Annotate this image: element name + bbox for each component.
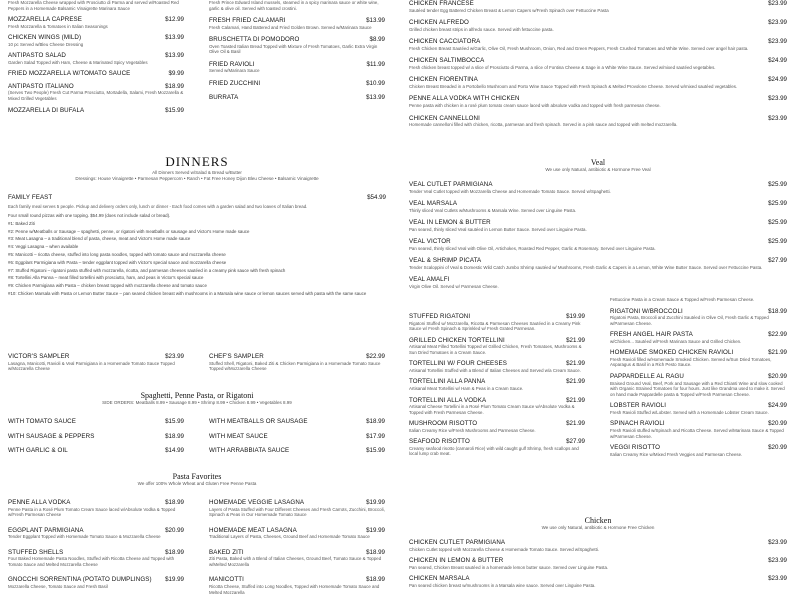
menu-item-name: MOZZARELLA DI BUFALA bbox=[8, 106, 85, 114]
menu-item-name: BURRATA bbox=[209, 93, 239, 101]
menu-item-desc: Mozzarella Cheese, Tomato Sauce and Fresh Basil bbox=[8, 583, 108, 589]
menu-item bbox=[209, 499, 385, 518]
pasta-favorites-right bbox=[209, 499, 385, 604]
menu-item-name: CHICKEN FRANCESE bbox=[409, 0, 474, 7]
menu-item-name: BAKED ZITI bbox=[209, 548, 244, 556]
menu-item-name: TORTELLINI W/ FOUR CHEESES bbox=[409, 360, 507, 368]
menu-item bbox=[8, 499, 184, 518]
menu-item bbox=[209, 36, 385, 55]
menu-item-desc: Pan seared, Chicken Breast sautéed in a homemade lemon butter sauce. Served over Linguine Pasta. bbox=[409, 564, 609, 570]
menu-item-price: $15.99 bbox=[366, 447, 385, 454]
menu-item-desc: Fresh Ravioli stuffed w/Spinach and Ricotta Cheese. Served w/Marinara Sauce & Topped w/Parmesan Cheese. bbox=[610, 427, 784, 439]
menu-item-desc: Stuffed Shell, Rigatoni, Baked Ziti & Chicken Parmigiana in a Homemade Tomato Sauce Topped w/Mozzarella Cheese bbox=[209, 360, 381, 372]
family-feast-desc: Each family meal serves 5 people. Pickup and delivery orders only, lunch or dinner - Each food comes with a garden salad and two loaves of Italian bread. bbox=[8, 203, 308, 209]
menu-item-desc: Layers of Pasta Stuffed with Four Different Cheeses and Fresh Carrots, Zucchini, Broccoli, Spinach & Peas in Our Homemade Tomato Sauce bbox=[209, 506, 385, 518]
menu-item-price: $9.99 bbox=[168, 70, 184, 78]
chicken-title: Chicken bbox=[584, 516, 612, 525]
menu-item-desc: Artisanal Meat Filled Tortellini Topped w/ Grilled Chicken, Fresh Tomatoes, Mushrooms & Sun Dried Tomatoes in a Cream Sauce. bbox=[409, 344, 582, 355]
menu-item-name: STUFFED RIGATONI bbox=[409, 313, 471, 320]
pasta-lower-left bbox=[409, 313, 585, 462]
family-feast-price: $54.99 bbox=[367, 194, 386, 201]
menu-item-price: $25.99 bbox=[768, 219, 787, 227]
menu-item-desc: Garden Salad Topped with Ham, Cheese & Marinated Spicy Vegetables bbox=[8, 59, 148, 65]
menu-item bbox=[8, 70, 184, 78]
menu-item bbox=[409, 378, 585, 391]
menu-item-name: WITH MEATBALLS OR SAUSAGE bbox=[209, 418, 308, 425]
veal-section bbox=[409, 158, 787, 296]
menu-item bbox=[8, 433, 184, 441]
menu-item-desc: Fresh Prince Edward Island mussels, steamed in a spicy marinara sauce or white wine, garlic & olive oil. Served with toasted crostini. bbox=[209, 0, 379, 11]
family-feast-option: #4: Veggi Lasagna – when available bbox=[8, 244, 79, 250]
menu-item-desc: Tender Veal Cutlet topped with Mozzarella Cheese and Homemade Tomato Sauce. Served w/Spaghetti. bbox=[409, 188, 611, 194]
menu-item bbox=[8, 353, 184, 372]
menu-item-price: $22.99 bbox=[366, 353, 385, 360]
pasta-lower-right bbox=[610, 297, 787, 462]
menu-item bbox=[8, 447, 184, 455]
menu-item bbox=[409, 181, 787, 194]
menu-item-price: $23.99 bbox=[768, 38, 787, 46]
chicken-section bbox=[409, 516, 787, 593]
menu-item-name: HOMEMADE SMOKED CHICKEN RAVIOLI bbox=[610, 349, 734, 357]
menu-item-desc: Lasagna, Manicotti, Ravioli & Veal Parmigiana in a Homemade Tomato Sauce Topped w/Mozzarella Cheese bbox=[8, 360, 175, 372]
menu-item bbox=[209, 576, 385, 595]
menu-item bbox=[409, 420, 585, 433]
menu-item-name: EGGPLANT PARMIGIANA bbox=[8, 526, 84, 534]
menu-item-desc: Ziti Pasta, Baked with a Blend of Italian Cheeses, Ground Beef, Tomato Sauce & Topped w/Melted Mozzarella bbox=[209, 556, 382, 567]
menu-item-name: LOBSTER RAVIOLI bbox=[610, 402, 667, 410]
menu-item-desc: Fresh Calamari, Hand Battered and Fried Golden Brown. Served w/Marinara Sauce bbox=[209, 24, 372, 30]
chicken-subtitle: We use only Natural, antibiotic & Hormone Free Chicken bbox=[541, 525, 655, 530]
menu-item-desc: Fresh Mozzarella Cheese wrapped with Prosciutto di Parma and served w/Roasted Red Peppers in a Homemade Balsamic Vinaigrette Marinara Sauce bbox=[8, 0, 179, 11]
menu-item-price: $21.99 bbox=[566, 336, 585, 344]
menu-item-name: FRIED ZUCCHINI bbox=[209, 80, 261, 88]
menu-item-desc: Served w/Marinara Sauce bbox=[209, 68, 260, 74]
menu-item-price: $23.99 bbox=[768, 557, 787, 565]
menu-item bbox=[209, 418, 385, 426]
menu-item-price: $19.99 bbox=[366, 526, 385, 534]
menu-item-name: CHICKEN WINGS (MILD) bbox=[8, 34, 82, 42]
family-feast-option: #3: Meat Lasagna – a traditional blend of pasta, cheese, meat and Victor's Home made sauce bbox=[8, 236, 191, 242]
menu-item-name: VEAL CUTLET PARMIGIANA bbox=[409, 181, 493, 188]
menu-item-price: $13.99 bbox=[366, 93, 385, 101]
menu-item-name: CHICKEN SALTIMBOCCA bbox=[409, 57, 485, 65]
menu-item-name: WITH ARRABBIATA SAUCE bbox=[209, 447, 290, 454]
menu-item bbox=[610, 349, 787, 368]
pasta-favorites-subtitle: We offer 100% Whole Wheat and Gluten Free Penne Pasta bbox=[137, 481, 257, 486]
menu-item bbox=[610, 373, 787, 397]
menu-item-price: $23.99 bbox=[768, 539, 787, 546]
menu-item bbox=[610, 297, 787, 303]
menu-item bbox=[409, 0, 787, 13]
menu-item bbox=[8, 576, 184, 589]
menu-item bbox=[610, 420, 787, 439]
menu-item-price: $18.99 bbox=[366, 418, 385, 425]
menu-item-price: $20.99 bbox=[165, 526, 184, 534]
menu-item bbox=[409, 438, 585, 457]
pasta-favorites-section bbox=[8, 472, 386, 487]
menu-item bbox=[8, 418, 184, 426]
menu-item bbox=[209, 0, 385, 11]
menu-item-name: WITH MEAT SAUCE bbox=[209, 432, 268, 440]
menu-item-price: $20.99 bbox=[768, 373, 787, 381]
menu-item bbox=[409, 575, 787, 588]
menu-item-desc: Fresh Mozzarella & Tomatoes in Italian Seasonings bbox=[8, 23, 108, 29]
dinners-section bbox=[8, 154, 386, 298]
menu-item bbox=[409, 57, 787, 70]
menu-item-name: PENNE ALLA VODKA WITH CHICKEN bbox=[409, 95, 520, 103]
menu-item-name: VEAL VICTOR bbox=[409, 238, 451, 246]
menu-item bbox=[409, 276, 787, 289]
menu-item-price: $10.99 bbox=[366, 80, 385, 88]
menu-item-name: CHICKEN ALFREDO bbox=[409, 19, 469, 27]
menu-item-name: MANICOTTI bbox=[209, 576, 244, 584]
menu-item-price: $25.99 bbox=[768, 200, 787, 208]
spaghetti-left bbox=[8, 418, 184, 462]
menu-item-name: FRESH ANGEL HAIR PASTA bbox=[610, 331, 693, 339]
menu-item-name: HOMEMADE MEAT LASAGNA bbox=[209, 526, 297, 534]
spaghetti-title: Spaghetti, Penne Pasta, or Rigatoni bbox=[140, 391, 254, 400]
menu-item-name: WITH TOMATO SAUCE bbox=[8, 418, 76, 425]
menu-item-desc: Fresh Ravioli filled w/Homemade Smoked Chicken. Served w/Sun Dried Tomatoes, Asparagus & Basil in a Rich Pesto Sauce. bbox=[610, 356, 772, 368]
family-feast bbox=[8, 194, 386, 209]
menu-item bbox=[409, 219, 787, 232]
menu-item-price: $19.99 bbox=[165, 576, 184, 584]
menu-item-desc: Chicken Cutlet topped with Mozzarella Cheese & Homemade Tomato Sauce. Served w/Spaghetti. bbox=[409, 546, 600, 552]
menu-item-price: $20.99 bbox=[768, 420, 787, 428]
menu-item bbox=[409, 257, 787, 270]
menu-item-desc: Braised Ground Veal, Beef, Pork and Sausage with a Red Chianti Wine and slow cooked with Organic Strained Tomatoes for four hours. Just like Grandma used to make it. Served on hand made Pappardelle pasta & Topped w/Fresh Parmesan Cheese. bbox=[610, 380, 785, 397]
menu-item-price: $20.99 bbox=[768, 444, 787, 452]
sampler-left bbox=[8, 353, 184, 372]
menu-item-price: $21.99 bbox=[566, 360, 585, 368]
menu-item-name: ANTIPASTO SALAD bbox=[8, 52, 67, 60]
family-feast-option: #7: Stuffed Rigatoni – rigatoni pasta stuffed with mozzarella, ricotta, and parmesan cheeses sautéed in a creamy pink sauce with fresh spinach bbox=[8, 267, 286, 273]
menu-item bbox=[610, 444, 787, 457]
menu-item-name: GRILLED CHICKEN TORTELLINI bbox=[409, 336, 505, 344]
menu-item-desc: Rigatoni Stuffed w/ Mozzarella, Ricotta & Parmesan Cheeses Sautéed in a Creamy Pink Sauce w/ Fresh Spinach & Sprinkled w/ Fresh Grated Parmesan. bbox=[409, 320, 581, 332]
menu-item-desc: Oven Toasted Italian Bread Topped with Mixture of Fresh Tomatoes, Garlic Extra Virgin Olive Oil & Basil bbox=[209, 43, 378, 55]
menu-item-desc: Traditional Layers of Pasta, Cheeses, Ground Beef and Homemade Tomato Sauce bbox=[209, 534, 370, 540]
menu-item-price: $24.99 bbox=[768, 402, 787, 410]
menu-item-desc: Fresh chicken breast topped w/ a slice of Prosciutto di Parma, a slice of Fontina Cheese & Sage in a White Wine Sauce. Served w/mixed sautéed vegetables. bbox=[409, 64, 716, 70]
menu-item bbox=[409, 313, 585, 332]
menu-item-name: TORTELLINI ALLA PANNA bbox=[409, 378, 486, 386]
menu-item-name: CHICKEN CACCIATORA bbox=[409, 38, 481, 46]
menu-item-price: $18.99 bbox=[366, 576, 385, 584]
menu-item-desc: Penne pasta with chicken in a rosé plum tomato cream sauce laced with absolute vodka and topped with fresh parmesan cheese. bbox=[409, 102, 661, 108]
menu-item-desc: Grilled chicken breast strips in alfredo sauce. Served with fettuccine pasta. bbox=[409, 26, 554, 32]
family-feast-option: #2: Penne w/Meatballs or Sausage – spaghetti, penne, or rigatoni with meatballs or sausage and Victor's Home made sauce bbox=[8, 228, 250, 234]
menu-item bbox=[8, 52, 184, 65]
menu-item bbox=[8, 527, 184, 540]
menu-item-price: $23.99 bbox=[165, 353, 184, 360]
menu-item-desc: Fettuccine Pasta in a Cream Sauce & Topped w/Fresh Parmesan Cheese. bbox=[610, 297, 755, 302]
menu-item bbox=[409, 38, 787, 51]
veal-subtitle: We use only Natural, antibiotic & Hormone Free Veal bbox=[545, 167, 651, 172]
menu-item-price: $14.99 bbox=[165, 447, 184, 454]
menu-item-price: $24.99 bbox=[768, 76, 787, 84]
menu-item bbox=[409, 557, 787, 570]
menu-item bbox=[8, 83, 184, 102]
menu-item-price: $13.99 bbox=[366, 17, 385, 25]
menu-item bbox=[8, 0, 184, 11]
menu-item bbox=[409, 115, 787, 128]
menu-item-desc: Tender Scaloppini of Veal & Domestic Wild Catch Jumbo Shrimp sautéed w/ Mushrooms, Fresh Garlic & Capers in a Lemon, White Wine Butter Sauce. Served over Fettuccine Pasta. bbox=[409, 264, 763, 270]
sampler-right bbox=[209, 353, 385, 372]
menu-item-name: CHEF'S SAMPLER bbox=[209, 353, 264, 360]
side-orders: SIDE ORDERS: Meatballs 8.99 • Sausage 8.99 • Shrimp 8.99 • Chicken 8.99 • Vegetables 8.99 bbox=[102, 400, 292, 405]
menu-item-price: $21.99 bbox=[566, 378, 585, 386]
family-feast-option: #1: Baked Ziti bbox=[8, 220, 35, 226]
menu-item-name: WITH GARLIC & OIL bbox=[8, 447, 68, 454]
menu-item-price: $18.99 bbox=[165, 432, 184, 440]
family-feast-option: #8: Tortellini Alla Panna – meat filled tortellini with prosciutto, ham, and peas in Victor's special sauce bbox=[8, 275, 204, 281]
menu-item-price: $21.99 bbox=[768, 349, 787, 357]
menu-item bbox=[409, 360, 585, 373]
menu-item-price: $18.99 bbox=[366, 548, 385, 556]
menu-item-desc: Artisanal Meat Tortellini w/ Ham & Peas in a Cream Sauce. bbox=[409, 385, 524, 391]
menu-item bbox=[409, 539, 787, 552]
menu-item-price: $22.99 bbox=[768, 331, 787, 339]
family-feast-list bbox=[8, 212, 386, 298]
menu-item-price: $21.99 bbox=[566, 396, 585, 404]
menu-item-name: HOMEMADE VEGGIE LASAGNA bbox=[209, 499, 305, 506]
menu-item-price: $8.99 bbox=[369, 36, 385, 44]
menu-item bbox=[209, 17, 385, 30]
menu-item-name: ANTIPASTO ITALIANO bbox=[8, 82, 74, 90]
menu-item bbox=[8, 34, 184, 47]
pasta-favorites-title: Pasta Favorites bbox=[172, 472, 222, 481]
menu-item-price: $21.99 bbox=[566, 420, 585, 428]
menu-item-name: PENNE ALLA VODKA bbox=[8, 499, 71, 506]
family-feast-option: #10: Chicken Marsala with Pasta or Lemon Butter Sauce – pan seared chicken breast with mushrooms in a Marsala wine sauce or lemon sauces served with pasta with the same sauce bbox=[8, 291, 367, 297]
menu-item-desc: Thinly sliced Veal Cutlets w/Mushrooms & Marsala Wine. Served over Linguine Pasta. bbox=[409, 207, 577, 213]
menu-item bbox=[209, 447, 385, 455]
menu-item-desc: Penne Pasta in a Rosé Plum Tomato Cream Sauce laced w/Absolute Vodka & Topped w/Fresh Parmesan Cheese bbox=[8, 506, 176, 518]
menu-item-price: $13.99 bbox=[165, 34, 184, 42]
menu-item-desc: Pan seared, thinly sliced Veal with Olive Oil, Artichokes, Roasted Red Pepper, Garlic & Rosemary. Served over Linguine Pasta. bbox=[409, 245, 656, 251]
menu-item-price: $19.99 bbox=[566, 313, 585, 320]
menu-item-price: $15.99 bbox=[165, 106, 184, 114]
menu-item-name: MUSHROOM RISOTTO bbox=[409, 420, 478, 428]
dinners-dressings: Dressings: House Vinaigrette • Parmesan Peppercorn • Ranch • Fat Free Honey Dijon Bleu Cheese • Balsamic Vinaigrette bbox=[75, 176, 319, 181]
family-feast-option: #9: Chicken Parmigiana with Pasta – chicken breast topped with mozzarella cheese and tomato sauce bbox=[8, 283, 207, 289]
menu-item-desc: 10 pc Served w/Bleu Cheese Dressing bbox=[8, 41, 84, 47]
menu-item-desc: Chicken Breast Breaded in a Portobello Mushroom and Porto Wine Sauce Topped with Fresh Spinach & Melted Provolone Cheese. Served w/mixed sautéed vegetables. bbox=[409, 83, 738, 89]
menu-item-price: $18.99 bbox=[165, 499, 184, 506]
menu-item-price: $19.99 bbox=[366, 499, 385, 506]
menu-item bbox=[409, 200, 787, 213]
menu-item-name: MOZZARELLA CAPRESE bbox=[8, 16, 83, 24]
chicken-specials-column bbox=[409, 0, 787, 134]
menu-item-name: CHICKEN CUTLET PARMIGIANA bbox=[409, 539, 506, 546]
menu-item-name: VEAL & SHRIMP PICATA bbox=[409, 257, 482, 265]
menu-item-desc: Pan seared, thinly sliced Veal sautéed in Lemon Butter Sauce. Served over Linguine Pasta. bbox=[409, 226, 587, 232]
menu-item-name: VICTOR'S SAMPLER bbox=[8, 353, 70, 360]
menu-item-price: $23.99 bbox=[768, 95, 787, 103]
menu-item bbox=[209, 433, 385, 441]
dinners-subtitle: All Dinners Served w/Salad & Bread w/Butter bbox=[152, 170, 242, 175]
menu-item bbox=[209, 527, 385, 540]
menu-item-name: VEAL AMALFI bbox=[409, 276, 450, 284]
menu-item-desc: Pan seared chicken breast w/mushrooms in a Marsala wine sauce. Served over Linguine Pasta. bbox=[409, 582, 596, 588]
menu-item-desc: Italian Creamy Rice w/Mixed Fresh Veggies and Parmesan Cheese. bbox=[610, 451, 743, 457]
menu-item bbox=[8, 549, 184, 568]
menu-item-price: $25.99 bbox=[768, 181, 787, 188]
family-feast-option: #6: Eggplant Parmigiana with Pasta – tender eggplant topped with Victor's special sauce and mozzarella cheese bbox=[8, 259, 227, 265]
menu-item bbox=[8, 16, 184, 29]
menu-item-desc: Ricotta Cheese, Stuffed into Long Noodles, Topped with Homemade Tomato Sauce and Melted Mozzarella bbox=[209, 583, 380, 595]
menu-item-name: CHICKEN CANNELLONI bbox=[409, 114, 480, 122]
menu-item-price: $18.99 bbox=[768, 307, 787, 315]
menu-item-name: SEAFOOD RISOTTO bbox=[409, 438, 470, 446]
menu-item-name: PAPPARDELLE AL RAGU bbox=[610, 373, 684, 381]
menu-item-name: BRUSCHETTA DI POMODORO bbox=[209, 36, 300, 44]
menu-item bbox=[209, 80, 385, 88]
menu-item-desc: Virgin Olive Oil. Served w/ Parmesan Cheese. bbox=[409, 283, 499, 289]
menu-item bbox=[409, 238, 787, 251]
family-feast-name: FAMILY FEAST bbox=[8, 194, 53, 201]
menu-item-name: RIGATONI W/BROCCOLI bbox=[610, 307, 683, 315]
family-feast-option: #5: Manicotti – ricotta cheese, stuffed into long pasta noodles, topped with tomato sauce and mozzarella cheese bbox=[8, 252, 226, 258]
menu-item bbox=[409, 76, 787, 89]
menu-item-name: SPINACH RAVIOLI bbox=[610, 420, 665, 428]
menu-item bbox=[8, 107, 184, 115]
menu-item-desc: Four Baked Homemade Pasta Noodles, Stuffed with Ricotta Cheese and Topped with Tomato Sauce and Melted Mozzarella Cheese bbox=[8, 556, 175, 567]
menu-item bbox=[409, 337, 585, 356]
menu-item-desc: w/Chicken... Sautéed w/Fresh Marinara Sauce and Grilled Chicken. bbox=[610, 338, 742, 344]
menu-item bbox=[209, 353, 385, 372]
menu-item-name: WITH SAUSAGE & PEPPERS bbox=[8, 432, 95, 440]
menu-item bbox=[610, 402, 787, 415]
menu-item-name: FRIED MOZZARELLA W/TOMATO SAUCE bbox=[8, 70, 131, 78]
menu-item bbox=[610, 331, 787, 344]
spaghetti-right bbox=[209, 418, 385, 462]
menu-item-desc: Rigatoni Pasta, Broccoli and Zucchini Sautéed in Olive Oil, Fresh Garlic & Topped w/Parmesan Cheese. bbox=[610, 315, 769, 326]
menu-item bbox=[209, 549, 385, 568]
menu-item-price: $27.99 bbox=[768, 257, 787, 265]
appetizers-right-column bbox=[209, 0, 385, 107]
menu-item-price: $11.99 bbox=[366, 60, 385, 68]
menu-item-name: CHICKEN MARSALA bbox=[409, 575, 470, 583]
family-feast-option: Four small round pizzas with one topping. $54.99 (does not include salad or bread). bbox=[8, 213, 171, 219]
menu-item-desc: Homemade cannelloni filled with chicken, ricotta, parmesan and fresh spinach. Served in a pink sauce and topped with melted mozzarella. bbox=[409, 122, 678, 128]
menu-item-price: $24.99 bbox=[768, 57, 787, 65]
menu-item-name: FRESH FRIED CALAMARI bbox=[209, 17, 286, 25]
menu-item-name: CHICKEN IN LEMON & BUTTER bbox=[409, 557, 504, 565]
menu-item-price: $18.99 bbox=[165, 82, 184, 90]
dinners-title: DINNERS bbox=[165, 154, 229, 169]
menu-item-name: TORTELLINI ALLA VODKA bbox=[409, 396, 487, 404]
appetizers-left-column bbox=[8, 0, 184, 119]
menu-item-price: $23.99 bbox=[768, 19, 787, 27]
menu-item bbox=[610, 308, 787, 327]
menu-item-desc: Artisanal Cheese Tortellini in a Rosé Plum Tomato Cream Sauce w/Absolute Vodka & Topped with Fresh Parmesan Cheese. bbox=[409, 404, 575, 415]
menu-item bbox=[209, 94, 385, 102]
menu-item bbox=[209, 61, 385, 74]
menu-item-desc: Creamy seafood risotto (carnaroli Rice) with wild caught gulf Shrimp, fresh scallops and local lump crab meat. bbox=[409, 445, 579, 457]
menu-item-name: VEGGI RISOTTO bbox=[610, 444, 661, 452]
menu-item-price: $17.99 bbox=[366, 432, 385, 440]
menu-item bbox=[409, 19, 787, 32]
menu-item-price: $23.99 bbox=[768, 0, 787, 7]
menu-item-price: $23.99 bbox=[768, 114, 787, 122]
spaghetti-section bbox=[8, 391, 386, 406]
menu-item-price: $15.99 bbox=[165, 418, 184, 425]
menu-item-desc: Sautéed tender Egg Battered Chicken Breast & Lemon Capers w/Fresh Spinach over Fettuccine Pasta bbox=[409, 7, 609, 13]
menu-item-price: $23.99 bbox=[768, 575, 787, 583]
menu-item bbox=[409, 397, 585, 416]
menu-item-desc: Fresh Chicken Breast Sautéed w/Garlic, Olive Oil, Fresh Mushroom, Onion, Red and Green Peppers, Fresh Crushed Tomatoes and White Wine. Served over angel hair pasta. bbox=[409, 45, 749, 51]
menu-item-price: $27.99 bbox=[566, 438, 585, 446]
menu-item-name: VEAL MARSALA bbox=[409, 200, 458, 208]
menu-item-name: STUFFED SHELLS bbox=[8, 548, 64, 556]
menu-item-desc: Artisanal Tortellini Stuffed with a Blend of Italian Cheeses and Served w/a Cream Sauce. bbox=[409, 367, 581, 373]
menu-item-price: $18.99 bbox=[165, 548, 184, 556]
veal-title: Veal bbox=[590, 158, 606, 167]
menu-item-name: GNOCCHI SORRENTINA (POTATO DUMPLINGS) bbox=[8, 576, 152, 584]
menu-item-desc: Italian Creamy Rice w/Fresh Mushrooms and Parmesan Cheese. bbox=[409, 427, 536, 433]
menu-item-desc: Tender Eggplant Topped with Homemade Tomato Sauce & Mozzarella Cheese bbox=[8, 534, 161, 540]
menu-item-name: CHICKEN FIORENTINA bbox=[409, 76, 478, 84]
menu-item-desc: (Serves Two People) Fresh Cut Parma Prosciutto, Mortadella, Salami, Fresh Mozzarella & Mixed Grilled Vegetables bbox=[8, 90, 184, 102]
menu-item-name: VEAL IN LEMON & BUTTER bbox=[409, 219, 491, 227]
menu-item-price: $25.99 bbox=[768, 238, 787, 246]
menu-item bbox=[409, 95, 787, 108]
pasta-favorites-left bbox=[8, 499, 184, 599]
menu-item-name: FRIED RAVIOLI bbox=[209, 60, 255, 68]
menu-item-desc: Fresh Ravioli Stuffed w/Lobster. Served with a Homemade Lobster Cream Sauce. bbox=[610, 409, 769, 415]
menu-item-price: $12.99 bbox=[165, 16, 184, 24]
menu-item-price: $13.99 bbox=[165, 52, 184, 60]
